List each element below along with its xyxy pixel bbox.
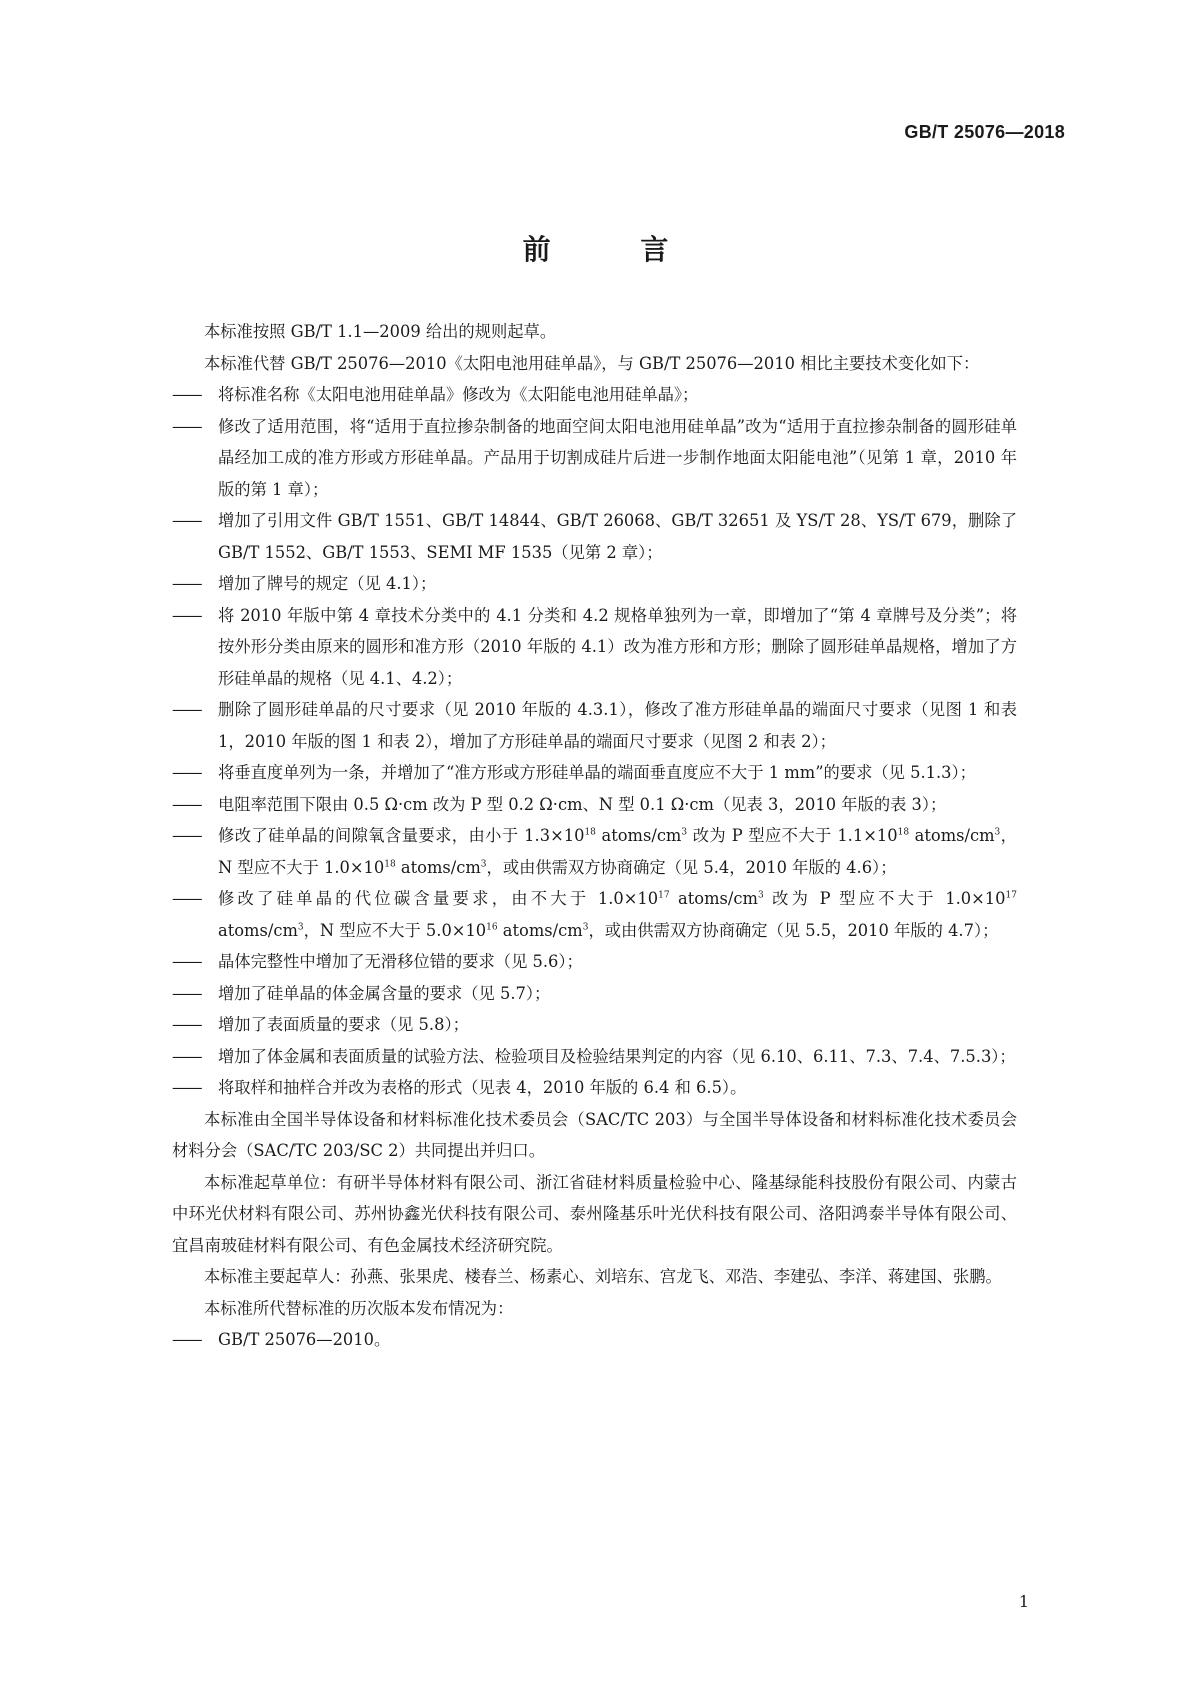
change-text: 将标准名称《太阳电池用硅单晶》修改为《太阳能电池用硅单晶》； <box>218 385 699 404</box>
change-item <box>172 600 1017 695</box>
closing-paragraph: 本标准所代替标准的历次版本发布情况为： <box>204 1298 514 1318</box>
dash-marker: —— <box>172 511 201 530</box>
text-run: ，或由供需双方协商确定（见 5.4，2010 年版的 4.6）； <box>486 857 897 877</box>
change-item <box>172 789 1017 821</box>
intro-paragraph: 本标准代替 GB/T 25076—2010《太阳电池用硅单晶》，与 GB/T 25076—2010 相比主要技术变化如下： <box>204 353 980 373</box>
dash-marker: —— <box>172 574 201 593</box>
change-text: 电阻率范围下限由 0.5 Ω·cm 改为 P 型 0.2 Ω·cm、N 型 0.1 Ω·cm（见表 3，2010 年版的表 3）； <box>218 794 947 814</box>
dash-marker: —— <box>172 1078 201 1097</box>
exponent: 3 <box>994 827 1001 838</box>
exponent: 18 <box>584 827 596 838</box>
change-text: 增加了表面质量的要求（见 5.8）； <box>218 1015 469 1034</box>
change-text: 晶体完整性中增加了无滑移位错的要求（见 5.6）； <box>218 952 583 971</box>
exponent: 18 <box>384 859 396 870</box>
change-item <box>172 1009 1017 1041</box>
text-run: atoms/cm <box>595 826 682 845</box>
dash-marker: —— <box>172 700 201 719</box>
change-item <box>172 505 1017 568</box>
exponent: 18 <box>897 827 910 838</box>
exponent: 3 <box>582 922 589 933</box>
exponent: 16 <box>486 922 498 933</box>
text-run: 修改了硅单晶的代位碳含量要求，由不大于 1.0×10 <box>218 889 659 908</box>
closing-paragraph: 本标准起草单位：有研半导体材料有限公司、浙江省硅材料质量检验中心、隆基绿能科技股份有限公司、内蒙古中环光伏材料有限公司、苏州协鑫光伏科技有限公司、泰州隆基乐叶光伏科技有限公司、洛阳鸿泰半导体有限公司、宜昌南玻硅材料有限公司、有色金属技术经济研究院。 <box>172 1172 1017 1255</box>
change-item <box>172 694 1017 757</box>
history-text: GB/T 25076—2010。 <box>218 1330 391 1349</box>
change-text: 增加了硅单晶的体金属含量的要求（见 5.7）； <box>218 983 551 1003</box>
text-run: atoms/cm <box>395 857 481 877</box>
dash-marker: —— <box>172 605 201 625</box>
dash-marker: —— <box>172 385 201 404</box>
change-item <box>172 379 1017 411</box>
exponent: 3 <box>757 890 764 901</box>
dash-marker: —— <box>172 826 201 845</box>
text-run: ，或由供需双方协商确定（见 5.5，2010 年版的 4.7）； <box>588 920 999 940</box>
change-item-carbon <box>172 883 1017 946</box>
change-text: 将 2010 年版中第 4 章技术分类中的 4.1 分类和 4.2 规格单独列为一章，即增加了“第 4 章牌号及分类”；将按外形分类由原来的圆形和准方形（2010 年版的 4.1）改为准方形和方形；删除了圆形硅单晶规格，增加了方形硅单晶的规格（见 4.1、4.2）； <box>218 605 1017 688</box>
page-number: 1 <box>1018 1592 1029 1611</box>
change-item <box>172 1041 1017 1073</box>
text-run: atoms/cm <box>669 889 758 908</box>
history-item <box>172 1324 1017 1356</box>
change-text: 增加了体金属和表面质量的试验方法、检验项目及检验结果判定的内容（见 6.10、6.11、7.3、7.4、7.5.3）； <box>218 1046 1016 1066</box>
change-item <box>172 1072 1017 1104</box>
dash-marker: —— <box>172 1015 201 1034</box>
exponent: 3 <box>480 859 487 870</box>
text-run: ，N 型应不大于 5.0×10 <box>303 920 487 940</box>
change-text: 将取样和抽样合并改为表格的形式（见表 4，2010 年版的 6.4 和 6.5）。 <box>218 1078 747 1097</box>
text-run: 改为 P 型应不大于 1.0×10 <box>763 889 1006 908</box>
change-item <box>172 568 1017 600</box>
text-run: 修改了硅单晶的间隙氧含量要求，由小于 1.3×10 <box>218 826 585 845</box>
change-text: 修改了适用范围，将“适用于直拉掺杂制备的地面空间太阳电池用硅单晶”改为“适用于直拉掺杂制备的圆形硅单晶经加工成的准方形或方形硅单晶。产品用于切割成硅片后进一步制作地面太阳能电池”（见第 1 章，2010 年版的第 1 章）； <box>218 416 1017 499</box>
intro-paragraph: 本标准按照 GB/T 1.1—2009 给出的规则起草。 <box>204 322 557 341</box>
dash-marker: —— <box>172 1046 201 1066</box>
change-item <box>172 757 1017 789</box>
change-item-oxygen <box>172 820 1017 883</box>
dash-marker: —— <box>172 763 201 782</box>
exponent: 3 <box>681 827 688 838</box>
dash-marker: —— <box>172 416 201 436</box>
document-body <box>172 316 1017 1356</box>
closing-paragraph: 本标准主要起草人：孙燕、张果虎、楼春兰、杨素心、刘培东、宫龙飞、邓浩、李建弘、李洋、蒋建国、张鹏。 <box>204 1267 1002 1286</box>
text-run: 改为 P 型应不大于 1.1×10 <box>687 826 898 845</box>
closing-paragraph: 本标准由全国半导体设备和材料标准化技术委员会（SAC/TC 203）与全国半导体设备和材料标准化技术委员会材料分会（SAC/TC 203/SC 2）共同提出并归口。 <box>172 1109 1017 1160</box>
change-item <box>172 411 1017 506</box>
text-run: ，N 型应不大于 1.0×10 <box>218 826 1017 877</box>
dash-marker: —— <box>172 952 201 971</box>
change-text: 增加了牌号的规定（见 4.1）； <box>218 574 437 593</box>
text-run: atoms/cm <box>497 920 583 940</box>
exponent: 3 <box>297 922 304 933</box>
change-item <box>172 946 1017 978</box>
change-item <box>172 978 1017 1010</box>
change-text: 删除了圆形硅单晶的尺寸要求（见 2010 年版的 4.3.1），修改了准方形硅单晶的端面尺寸要求（见图 1 和表 1，2010 年版的图 1 和表 2），增加了方形硅单晶的端面尺寸要求（见图 2 和表 2）； <box>218 700 1017 751</box>
dash-marker: —— <box>172 1330 201 1349</box>
standard-code: GB/T 25076—2018 <box>904 122 1065 142</box>
text-run: atoms/cm <box>218 920 298 940</box>
change-text: 增加了引用文件 GB/T 1551、GB/T 14844、GB/T 26068、GB/T 32651 及 YS/T 28、YS/T 679，删除了 GB/T 1552、GB/T 1553、SEMI MF 1535（见第 2 章）； <box>218 511 1017 562</box>
exponent: 17 <box>658 890 670 901</box>
dash-marker: —— <box>172 983 201 1003</box>
page-title: 前 言 <box>522 233 709 266</box>
dash-marker: —— <box>172 889 201 908</box>
change-text: 将垂直度单列为一条，并增加了“准方形或方形硅单晶的端面垂直度应不大于 1 mm”的要求（见 5.1.3）； <box>218 763 976 782</box>
dash-marker: —— <box>172 794 201 814</box>
text-run: atoms/cm <box>909 826 995 845</box>
exponent: 17 <box>1005 890 1017 901</box>
